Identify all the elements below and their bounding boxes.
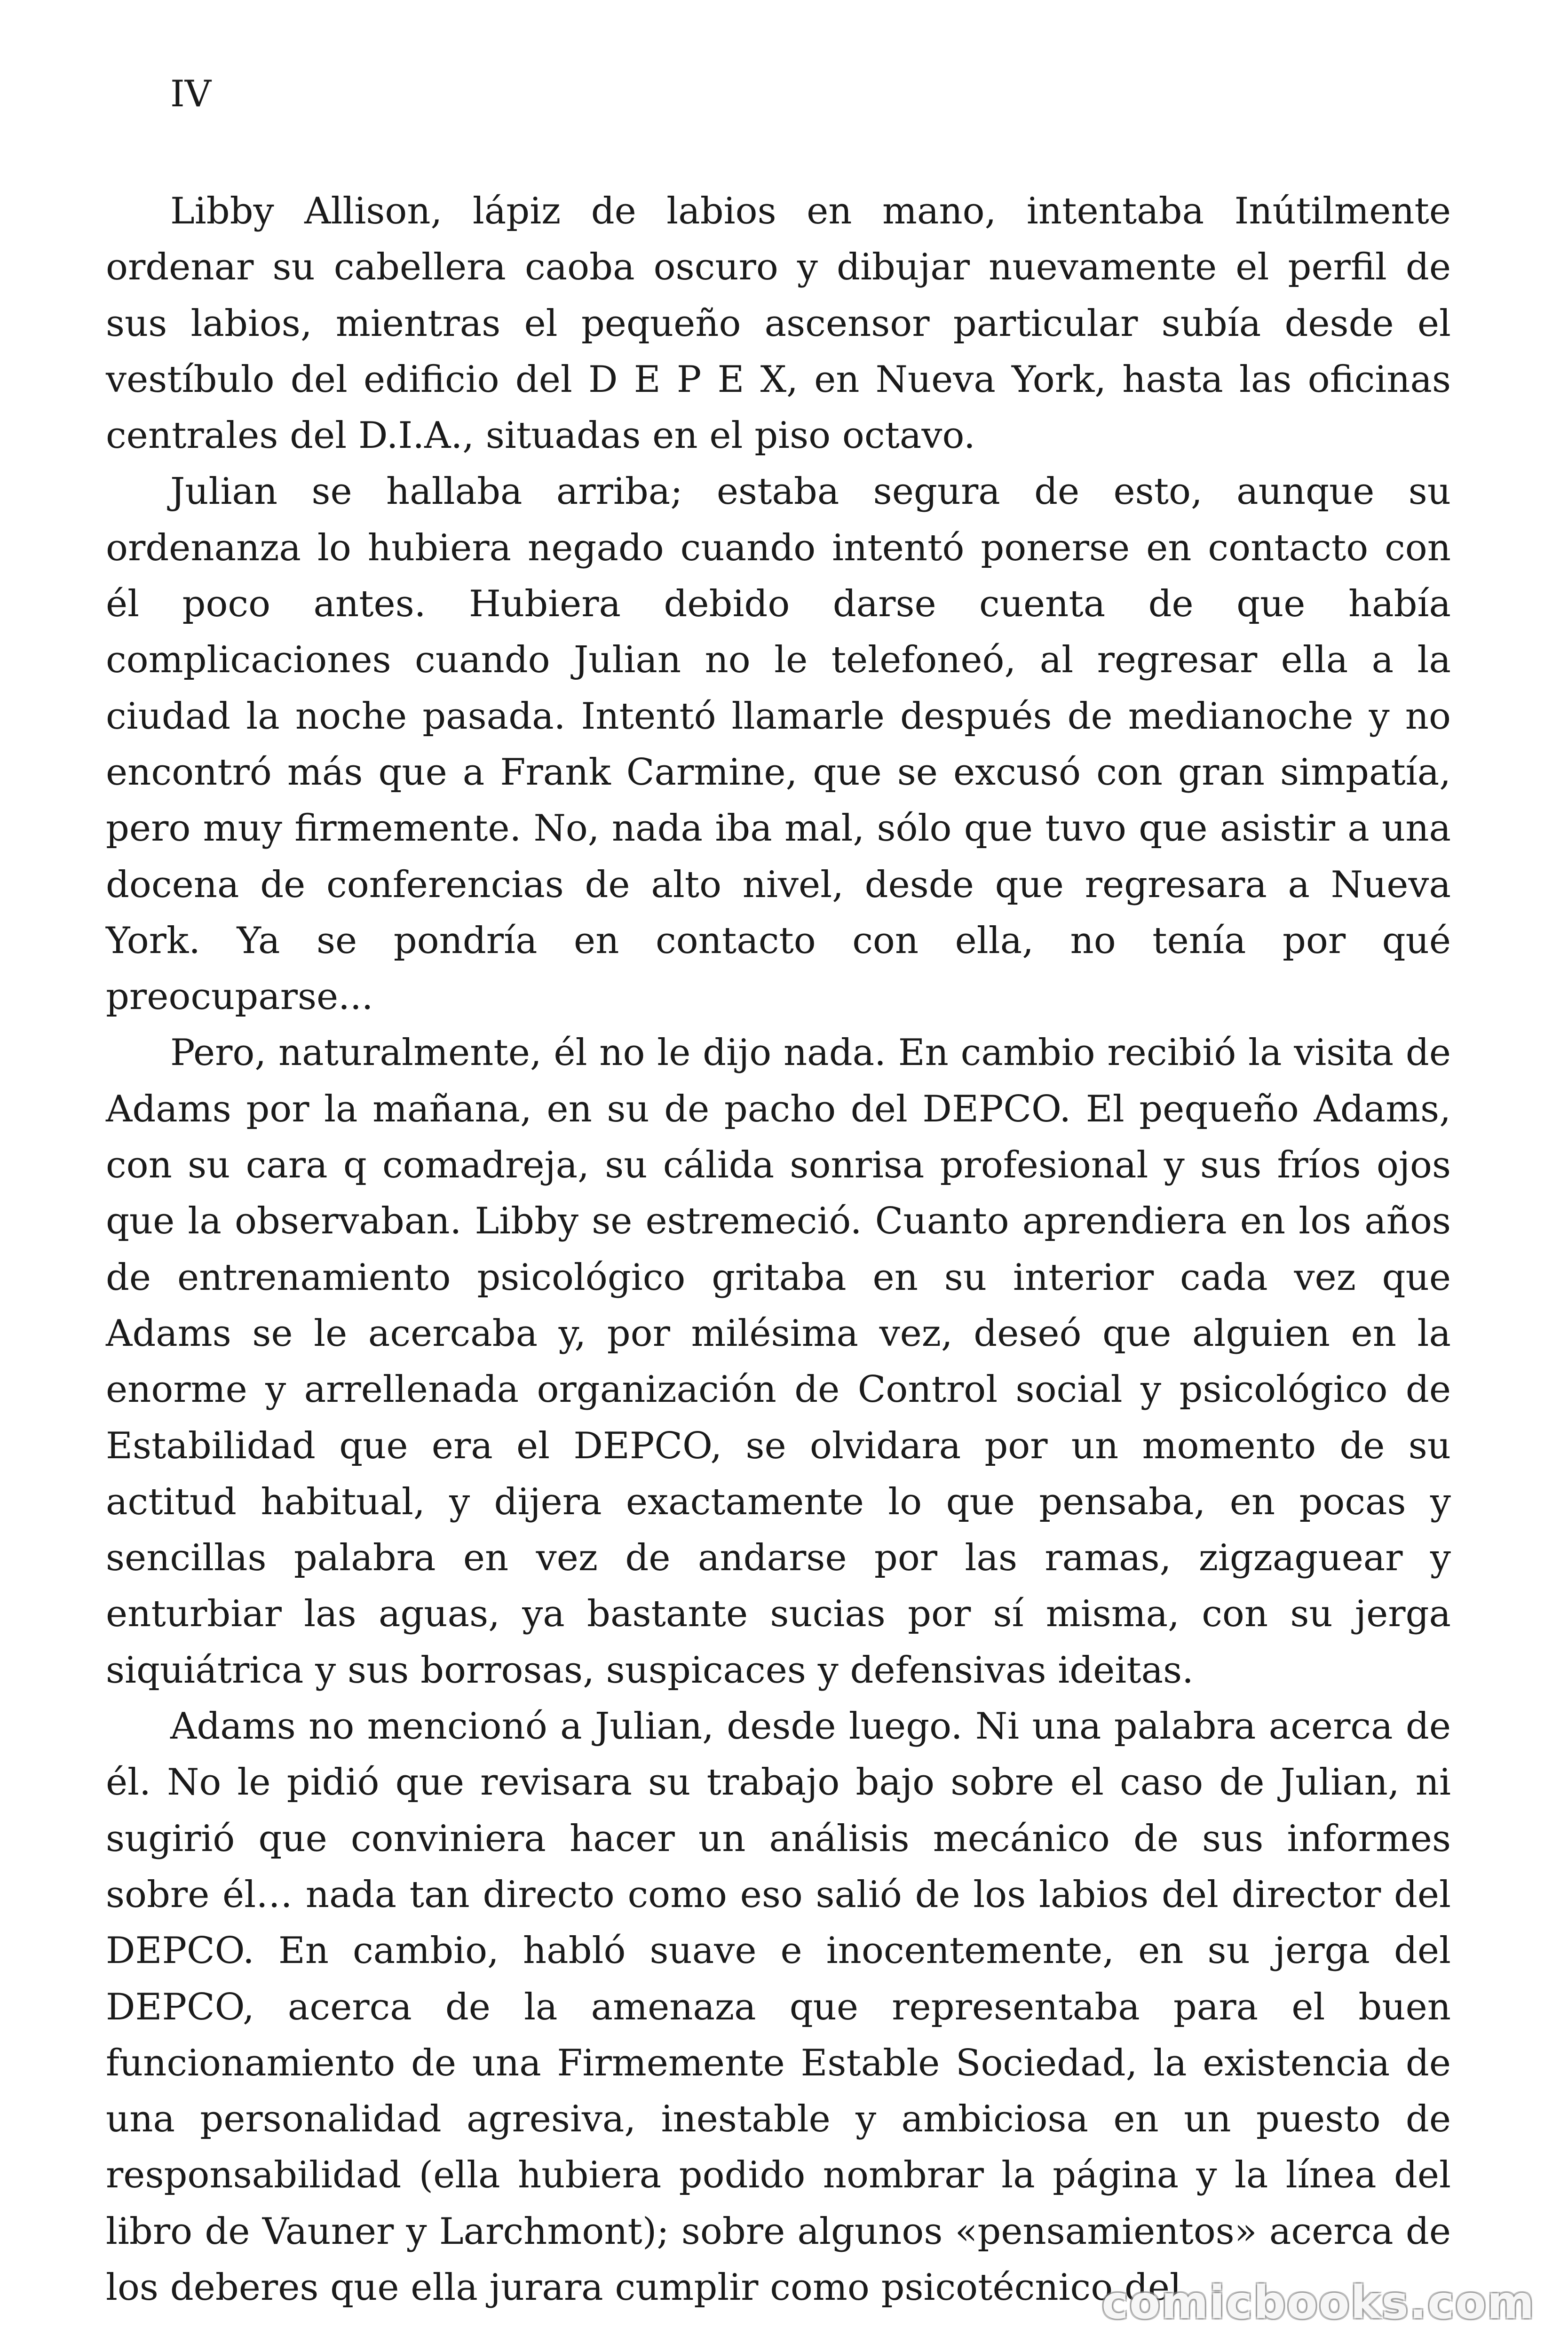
paragraph-2: Julian se hallaba arriba; estaba segura de esto, aunque su ordenanza lo hubiera negado cuando intentó ponerse en contacto con él poco antes. Hubiera debido darse cuenta de que había complicaciones cuando Julian no le telefoneó, al regresar ella a la ciudad la noche pasada. Intentó llamarle después de medianoche y no encontró más que a Frank Carmine, que se excusó con gran simpatía, pero muy firmemente. No, nada iba mal, sólo que tuvo que asistir a una docena de conferencias de alto nivel, desde que regresara a Nueva York. Ya se pondría en contacto con ella, no tenía por qué preocuparse... [106, 470, 1451, 1018]
paragraph-4: Adams no mencionó a Julian, desde luego. Ni una palabra acerca de él. No le pidió que revisara su trabajo bajo sobre el caso de Julian, ni sugirió que conviniera hacer un análisis mecánico de sus informes sobre él… nada tan directo como eso salió de los labios del director del DEPCO. En cambio, habló suave e inocentemente, en su jerga del DEPCO, acerca de la amenaza que representaba para el buen funcionamiento de una Firmemente Estable Sociedad, la existencia de una personalidad agresiva, inestable y ambiciosa en un puesto de responsabilidad (ella hubiera podido nombrar la página y la línea del libro de Vauner y Larchmont); sobre algunos «pensamientos» acerca de los deberes que ella jurara cumplir como psicotécnico del [106, 1705, 1451, 2309]
paragraph-3: Pero, naturalmente, él no le dijo nada. En cambio recibió la visita de Adams por la mañana, en su de pacho del DEPCO. El pequeño Adams, con su cara q comadreja, su cálida sonrisa profesional y sus fríos ojos que la observaban. Libby se estremeció. Cuanto aprendiera en los años de entrenamiento psicológico gritaba en su interior cada vez que Adams se le acercaba y, por milésima vez, deseó que alguien en la enorme y arrellenada organización de Control social y psicológico de Estabilidad que era el DEPCO, se olvidara por un momento de su actitud habitual, y dijera exactamente lo que pensaba, en pocas y sencillas palabra en vez de andarse por las ramas, zigzaguear y enturbiar las aguas, ya bastante sucias por sí misma, con su jerga siquiátrica y sus borrosas, suspicaces y defensivas ideitas. [106, 1032, 1451, 1692]
chapter-number: IV [170, 73, 212, 115]
watermark-logo: comicbooks.com [1101, 2276, 1535, 2329]
paragraph-1: Libby Allison, lápiz de labios en mano, intentaba Inútilmente ordenar su cabellera caoba oscuro y dibujar nuevamente el perfil de sus labios, mientras el pequeño ascensor particular subía desde el vestíbulo del edificio del D E P E X, en Nueva York, hasta las oficinas centrales del D.I.A., situadas en el piso octavo. [106, 190, 1451, 457]
chapter-body [106, 183, 1451, 2316]
